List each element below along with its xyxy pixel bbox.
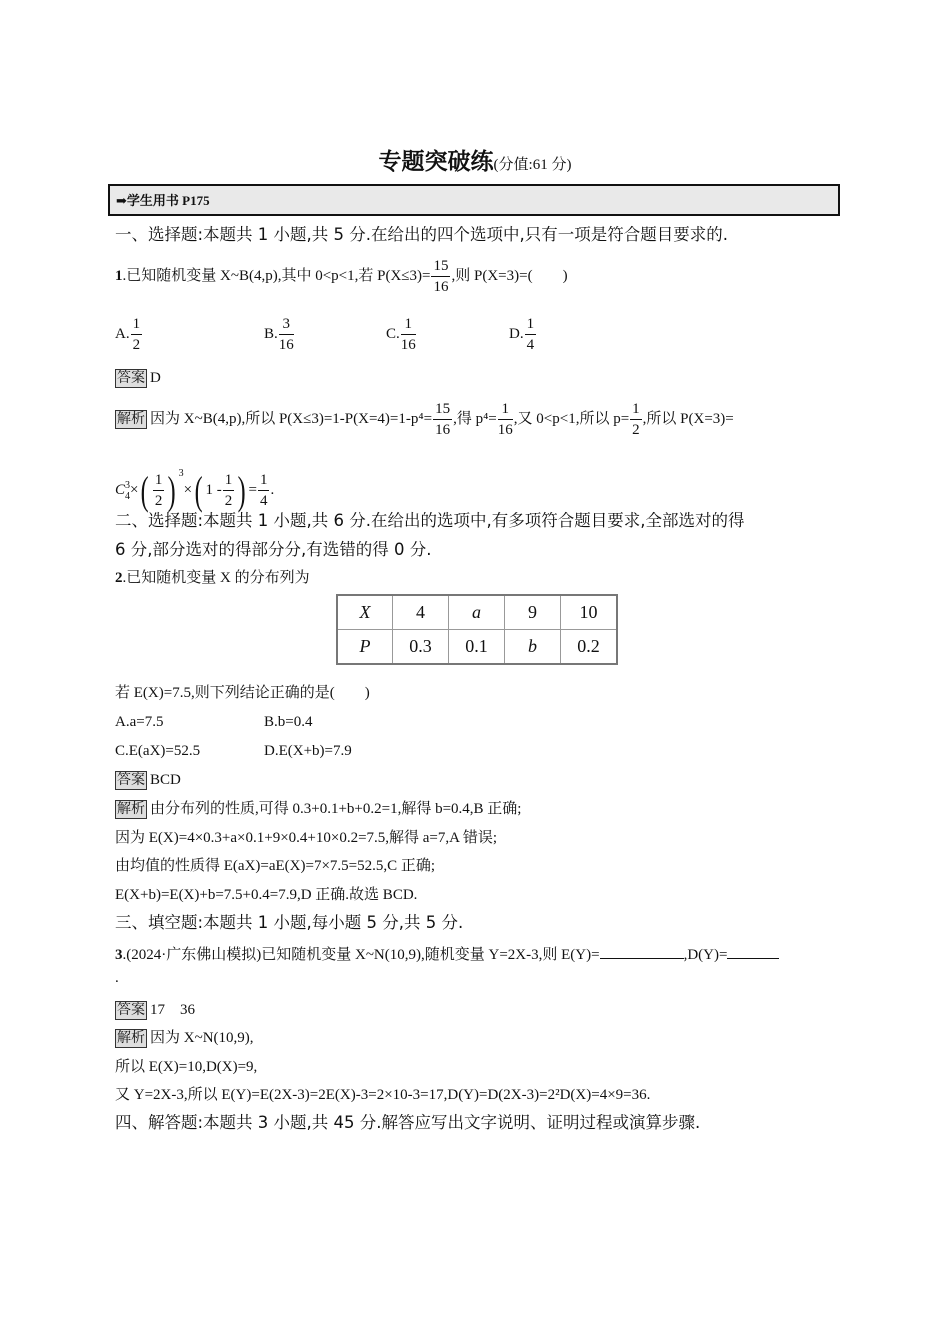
- section-2-heading-line1: 二、选择题:本题共 1 小题,共 6 分.在给出的选项中,有多项符合题目要求,全部选对的得: [115, 511, 745, 530]
- analysis-tag: 解析: [117, 410, 145, 427]
- q3-stem-end: .: [115, 970, 119, 986]
- answer-tag: 答案: [117, 772, 145, 788]
- analysis-tag: 解析: [117, 801, 145, 817]
- q2-stem: 2.已知随机变量 X 的分布列为: [115, 570, 310, 586]
- section-1-heading: 一、选择题:本题共 1 小题,共 5 分.在给出的四个选项中,只有一项是符合题目要求的.: [115, 225, 729, 244]
- section-3-heading: 三、填空题:本题共 1 小题,每小题 5 分,共 5 分.: [115, 913, 464, 932]
- q1-analysis-line1: 解析 因为 X~B(4,p),所以 P(X≤3)=1-P(X=4)=1-p⁴= $\frac{15}{16}$ ,得 p⁴= $\frac{1}{16}$ ,又 0<p<1,所以 p= $\frac{1}{2}$ ,所以 P(X=3)=: [117, 401, 734, 438]
- q2-option-a: A.a=7.5: [115, 714, 164, 730]
- table-cell: P: [337, 630, 393, 665]
- q1-answer-value: D: [150, 370, 161, 386]
- table-cell: 10: [561, 595, 618, 630]
- section-4-heading: 四、解答题:本题共 3 小题,共 45 分.解答应写出文字说明、证明过程或演算步骤.: [115, 1113, 701, 1132]
- q2-answer: 答案 BCD: [117, 772, 181, 788]
- book-reference-text: ➡学生用书 P175: [116, 193, 210, 208]
- q1-stem-fraction: $\frac{15}{16}$: [433, 258, 449, 295]
- table-cell: a: [449, 595, 505, 630]
- q1-stem-b: ,则 P(X=3)=( ): [451, 267, 568, 284]
- table-cell: 9: [505, 595, 561, 630]
- q3-analysis-line1: 解析 因为 X~N(10,9),: [117, 1030, 254, 1046]
- q2-number: 2: [115, 570, 123, 586]
- q3-blank-2[interactable]: [727, 942, 779, 959]
- q3-number: 3: [115, 947, 123, 963]
- answer-tag: 答案: [117, 370, 145, 386]
- table-cell: 0.3: [393, 630, 449, 665]
- q2-analysis-line1: 解析 由分布列的性质,可得 0.3+0.1+b+0.2=1,解得 b=0.4,B 正确;: [117, 801, 522, 817]
- page-title: [0, 143, 950, 176]
- q1-option-c: C. $\frac{1}{16}$: [386, 316, 416, 353]
- table-row: [337, 595, 617, 630]
- q1-answer: [115, 368, 161, 388]
- table-cell: 4: [393, 595, 449, 630]
- table-row: [337, 630, 617, 665]
- q1-analysis-line2: C 3 4 ×( $\frac{1}{2}$ ) $^3$×( 1 - $\frac{1}{2}$ ) = $\frac{1}{4}$ .: [115, 467, 275, 513]
- q1-option-a: A. $\frac{1}{2}$: [115, 316, 141, 353]
- q3-stem: 3.(2024·广东佛山模拟)已知随机变量 X~N(10,9),随机变量 Y=2X-3,则 E(Y)= ,D(Y)=: [115, 942, 779, 965]
- q3-analysis-line3: 又 Y=2X-3,所以 E(Y)=E(2X-3)=2E(X)-3=2×10-3=17,D(Y)=D(2X-3)=2²D(X)=4×9=36.: [115, 1087, 651, 1103]
- book-reference-bar: [108, 184, 840, 216]
- q2-analysis-line3: 由均值的性质得 E(aX)=aE(X)=7×7.5=52.5,C 正确;: [115, 858, 436, 874]
- section-2-heading-line2: 6 分,部分选对的得部分分,有选错的得 0 分.: [115, 540, 432, 559]
- q2-question: 若 E(X)=7.5,则下列结论正确的是( ): [115, 685, 370, 701]
- q2-option-b: B.b=0.4: [264, 714, 313, 730]
- title-main: 专题突破练: [378, 149, 494, 175]
- q3-analysis-line2: 所以 E(X)=10,D(X)=9,: [115, 1059, 258, 1075]
- q3-answer: 答案 17 36: [117, 1002, 196, 1018]
- answer-tag: 答案: [117, 1002, 145, 1018]
- table-cell: X: [337, 595, 393, 630]
- q2-option-d: D.E(X+b)=7.9: [264, 743, 352, 759]
- table-cell: 0.2: [561, 630, 618, 665]
- q1-option-b: B. $\frac{3}{16}$: [264, 316, 294, 353]
- title-score: (分值:61 分): [493, 157, 572, 173]
- q2-distribution-table: [336, 594, 618, 665]
- q1-option-d: D. $\frac{1}{4}$: [509, 316, 535, 353]
- table-cell: 0.1: [449, 630, 505, 665]
- q1-number: 1: [115, 267, 123, 284]
- analysis-tag: 解析: [117, 1030, 145, 1046]
- q2-analysis-line2: 因为 E(X)=4×0.3+a×0.1+9×0.4+10×0.2=7.5,解得 a=7,A 错误;: [115, 830, 498, 846]
- q1-stem-a: .已知随机变量 X~B(4,p),其中 0<p<1,若 P(X≤3)=: [122, 267, 431, 284]
- q3-blank-1[interactable]: [600, 942, 684, 959]
- q2-analysis-line4: E(X+b)=E(X)+b=7.5+0.4=7.9,D 正确.故选 BCD.: [115, 887, 418, 903]
- q1-stem: [115, 256, 568, 297]
- table-cell: b: [505, 630, 561, 665]
- q2-option-c: C.E(aX)=52.5: [115, 743, 201, 759]
